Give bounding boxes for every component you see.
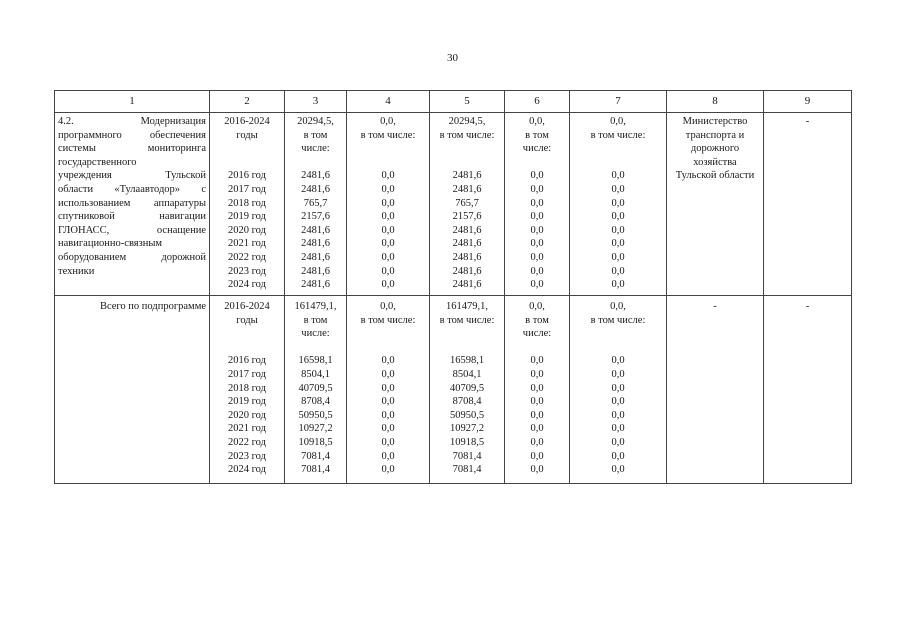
cell-value: 0,0 bbox=[530, 423, 544, 435]
period-text: 2016-2024 bbox=[224, 116, 270, 127]
executor-line: транспорта и bbox=[685, 129, 745, 141]
cell-value: 0,0 bbox=[611, 211, 625, 223]
total-funding-cell bbox=[285, 113, 347, 296]
period-text: годы bbox=[236, 129, 258, 141]
description-line: государственного bbox=[58, 156, 137, 168]
funding-cell-col6 bbox=[505, 113, 570, 296]
cell-value: 2481,6 bbox=[301, 279, 330, 291]
executor-line: дорожного bbox=[690, 143, 740, 155]
cell-value: числе: bbox=[301, 328, 330, 340]
cell-value: 0,0 bbox=[530, 170, 544, 182]
cell-value: 0,0 bbox=[530, 450, 544, 462]
cell-value: числе: bbox=[522, 328, 552, 340]
year-label: 2023 год bbox=[228, 265, 266, 277]
cell-value: 16598,1 bbox=[449, 355, 485, 367]
cell-value: 8708,4 bbox=[301, 396, 330, 408]
cell-value: 7081,4 bbox=[301, 450, 330, 462]
cell-value: 0,0 bbox=[530, 265, 544, 277]
cell-value: в том числе: bbox=[439, 129, 495, 141]
cell-value: 0,0, bbox=[529, 116, 545, 127]
program-table bbox=[54, 90, 852, 484]
executor-line: Министерство bbox=[682, 116, 748, 127]
cell-value: 0,0 bbox=[381, 238, 395, 250]
cell-value: 0,0 bbox=[381, 251, 395, 263]
cell-value: числе: bbox=[522, 143, 552, 155]
period-text: годы bbox=[236, 314, 258, 326]
year-label: 2017 год bbox=[228, 183, 266, 195]
year-label: 2024 год bbox=[228, 464, 266, 476]
column-number: 3 bbox=[285, 91, 347, 113]
cell-value: 40709,5 bbox=[298, 382, 333, 394]
funding-cell-col7 bbox=[570, 296, 667, 484]
cell-value: 161479,1, bbox=[446, 301, 488, 312]
cell-value: 50950,5 bbox=[298, 409, 333, 421]
cell-value: 2481,6 bbox=[301, 224, 330, 236]
year-label: 2020 год bbox=[228, 224, 266, 236]
cell-value: 161479,1, bbox=[294, 301, 337, 312]
period-text: 2016-2024 bbox=[224, 301, 270, 312]
cell-value: 0,0 bbox=[530, 279, 544, 291]
description-line: программного обеспечения bbox=[58, 129, 206, 141]
cell-value: 0,0 bbox=[381, 368, 395, 380]
cell-value: 0,0 bbox=[530, 409, 544, 421]
cell-value: 0,0 bbox=[611, 464, 625, 476]
cell-value: 0,0 bbox=[530, 464, 544, 476]
cell-value: 8504,1 bbox=[452, 368, 482, 380]
year-label: 2019 год bbox=[228, 396, 266, 408]
cell-value: в том bbox=[303, 129, 328, 141]
cell-value: 0,0 bbox=[381, 355, 395, 367]
cell-value: 0,0 bbox=[611, 409, 625, 421]
cell-value: 0,0 bbox=[611, 355, 625, 367]
cell-value: в том числе: bbox=[360, 314, 416, 326]
cell-value: в том числе: bbox=[360, 129, 416, 141]
cell-value: 2157,6 bbox=[452, 211, 482, 223]
cell-value: 40709,5 bbox=[449, 382, 485, 394]
cell-value: 0,0 bbox=[530, 183, 544, 195]
cell-value: 0,0 bbox=[530, 211, 544, 223]
cell-value: 20294,5, bbox=[448, 116, 486, 127]
description-line: техники bbox=[58, 265, 95, 277]
cell-value: 0,0, bbox=[610, 116, 626, 127]
funding-cell-col4 bbox=[347, 296, 430, 484]
cell-value: 0,0, bbox=[610, 301, 626, 312]
cell-value: 0,0 bbox=[611, 238, 625, 250]
cell-value: 0,0 bbox=[611, 183, 625, 195]
cell-value: в том числе: bbox=[590, 314, 646, 326]
cell-value: 0,0, bbox=[380, 301, 396, 312]
cell-value: 2157,6 bbox=[301, 211, 330, 223]
year-label: 2019 год bbox=[228, 211, 266, 223]
description-line: спутниковой навигации bbox=[58, 211, 206, 223]
cell-value: 10918,5 bbox=[298, 436, 333, 448]
year-label: 2022 год bbox=[228, 251, 266, 263]
cell-value: 7081,4 bbox=[452, 464, 482, 476]
cell-value: 0,0 bbox=[611, 279, 625, 291]
cell-value: в том bbox=[525, 314, 549, 326]
cell-value: 16598,1 bbox=[298, 355, 333, 367]
funding-cell-col5 bbox=[430, 113, 505, 296]
cell-value: 0,0 bbox=[530, 251, 544, 263]
cell-value: 2481,6 bbox=[301, 265, 330, 277]
table-row bbox=[55, 113, 852, 296]
total-funding-cell bbox=[285, 296, 347, 484]
cell-value: в том числе: bbox=[439, 314, 495, 326]
cell-value: 10927,2 bbox=[449, 423, 485, 435]
total-label: Всего по подпрограмме bbox=[55, 296, 210, 484]
cell-value: 0,0 bbox=[381, 211, 395, 223]
cell-value: 20294,5, bbox=[297, 116, 334, 127]
cell-value: 0,0 bbox=[530, 396, 544, 408]
cell-value: 0,0, bbox=[529, 301, 545, 312]
year-label: 2016 год bbox=[228, 355, 266, 367]
cell-value: 8708,4 bbox=[452, 396, 482, 408]
cell-value: 765,7 bbox=[303, 197, 328, 209]
description-line: навигационно-связным bbox=[58, 238, 163, 250]
column-number: 4 bbox=[347, 91, 430, 113]
cell-value: 7081,4 bbox=[301, 464, 330, 476]
description-line: оборудованием дорожной bbox=[58, 251, 206, 263]
cell-value: 2481,6 bbox=[452, 224, 482, 236]
responsible-executor bbox=[667, 113, 764, 296]
column-number: 2 bbox=[210, 91, 285, 113]
cell-value: 0,0 bbox=[530, 197, 544, 209]
cell-value: 0,0 bbox=[381, 382, 395, 394]
column-number: 9 bbox=[764, 91, 852, 113]
description-line: системы мониторинга bbox=[58, 143, 206, 155]
cell-value: 0,0 bbox=[381, 409, 395, 421]
col9-cell: - bbox=[764, 113, 852, 296]
cell-value: 2481,6 bbox=[452, 251, 482, 263]
cell-value: 2481,6 bbox=[301, 251, 330, 263]
description-line: области «Тулаавтодор» с bbox=[58, 183, 206, 195]
table-row bbox=[55, 296, 852, 484]
funding-cell-col6 bbox=[505, 296, 570, 484]
cell-value: 0,0 bbox=[530, 436, 544, 448]
year-label: 2024 год bbox=[228, 279, 266, 291]
cell-value: 0,0 bbox=[611, 197, 625, 209]
cell-value: 0,0, bbox=[380, 116, 396, 127]
executor-line: Тульской области bbox=[675, 170, 755, 182]
cell-value: 2481,6 bbox=[452, 183, 482, 195]
measure-description bbox=[55, 113, 210, 296]
funding-cell-col4 bbox=[347, 113, 430, 296]
cell-value: числе: bbox=[301, 143, 330, 155]
cell-value: 0,0 bbox=[611, 368, 625, 380]
year-label: 2017 год bbox=[228, 368, 266, 380]
cell-value: 765,7 bbox=[455, 197, 479, 209]
cell-value: в том числе: bbox=[590, 129, 646, 141]
cell-value: 2481,6 bbox=[452, 170, 482, 182]
cell-value: 0,0 bbox=[381, 279, 395, 291]
cell-value: 10918,5 bbox=[449, 436, 485, 448]
cell-value: 0,0 bbox=[611, 450, 625, 462]
cell-value: 0,0 bbox=[530, 355, 544, 367]
cell-value: 2481,6 bbox=[452, 279, 482, 291]
col9-cell: - bbox=[764, 296, 852, 484]
year-label: 2020 год bbox=[228, 409, 266, 421]
cell-value: 0,0 bbox=[381, 197, 395, 209]
period-cell bbox=[210, 296, 285, 484]
cell-value: 0,0 bbox=[530, 224, 544, 236]
cell-value: 0,0 bbox=[381, 423, 395, 435]
cell-value: 0,0 bbox=[381, 396, 395, 408]
cell-value: 0,0 bbox=[611, 436, 625, 448]
cell-value: 8504,1 bbox=[301, 368, 330, 380]
cell-value: 0,0 bbox=[381, 170, 395, 182]
column-number: 6 bbox=[505, 91, 570, 113]
description-line: 4.2. Модернизация bbox=[58, 116, 206, 127]
cell-value: 0,0 bbox=[611, 251, 625, 263]
cell-value: в том bbox=[525, 129, 549, 141]
page-number: 30 bbox=[447, 52, 458, 64]
cell-value: 2481,6 bbox=[301, 170, 330, 182]
cell-value: 0,0 bbox=[381, 464, 395, 476]
column-number: 5 bbox=[430, 91, 505, 113]
description-line: использованием аппаратуры bbox=[58, 197, 206, 209]
cell-value: 0,0 bbox=[530, 382, 544, 394]
cell-value: 0,0 bbox=[381, 436, 395, 448]
year-label: 2018 год bbox=[228, 382, 266, 394]
cell-value: 0,0 bbox=[611, 265, 625, 277]
column-number: 8 bbox=[667, 91, 764, 113]
year-label: 2016 год bbox=[228, 170, 266, 182]
executor-line: хозяйства bbox=[693, 156, 737, 168]
column-number-row bbox=[55, 91, 852, 113]
cell-value: 0,0 bbox=[611, 396, 625, 408]
year-label: 2022 год bbox=[228, 436, 266, 448]
column-number: 7 bbox=[570, 91, 667, 113]
cell-value: 0,0 bbox=[381, 265, 395, 277]
cell-value: 2481,6 bbox=[452, 238, 482, 250]
cell-value: 50950,5 bbox=[449, 409, 485, 421]
funding-cell-col5 bbox=[430, 296, 505, 484]
cell-value: 0,0 bbox=[530, 238, 544, 250]
cell-value: 2481,6 bbox=[301, 238, 330, 250]
period-cell bbox=[210, 113, 285, 296]
cell-value: 2481,6 bbox=[301, 183, 330, 195]
year-label: 2018 год bbox=[228, 197, 266, 209]
cell-value: 0,0 bbox=[611, 224, 625, 236]
responsible-executor: - bbox=[667, 296, 764, 484]
cell-value: 0,0 bbox=[381, 224, 395, 236]
cell-value: 7081,4 bbox=[452, 450, 482, 462]
year-label: 2021 год bbox=[228, 238, 266, 250]
year-label: 2023 год bbox=[228, 450, 266, 462]
cell-value: 0,0 bbox=[611, 423, 625, 435]
cell-value: 0,0 bbox=[381, 183, 395, 195]
cell-value: в том bbox=[303, 314, 328, 326]
cell-value: 0,0 bbox=[611, 382, 625, 394]
cell-value: 0,0 bbox=[530, 368, 544, 380]
cell-value: 0,0 bbox=[611, 170, 625, 182]
cell-value: 10927,2 bbox=[298, 423, 333, 435]
cell-value: 2481,6 bbox=[452, 265, 482, 277]
cell-value: 0,0 bbox=[381, 450, 395, 462]
description-line: ГЛОНАСС, оснащение bbox=[58, 224, 206, 236]
year-label: 2021 год bbox=[228, 423, 266, 435]
description-line: учреждения Тульской bbox=[58, 170, 206, 182]
column-number: 1 bbox=[55, 91, 210, 113]
funding-cell-col7 bbox=[570, 113, 667, 296]
